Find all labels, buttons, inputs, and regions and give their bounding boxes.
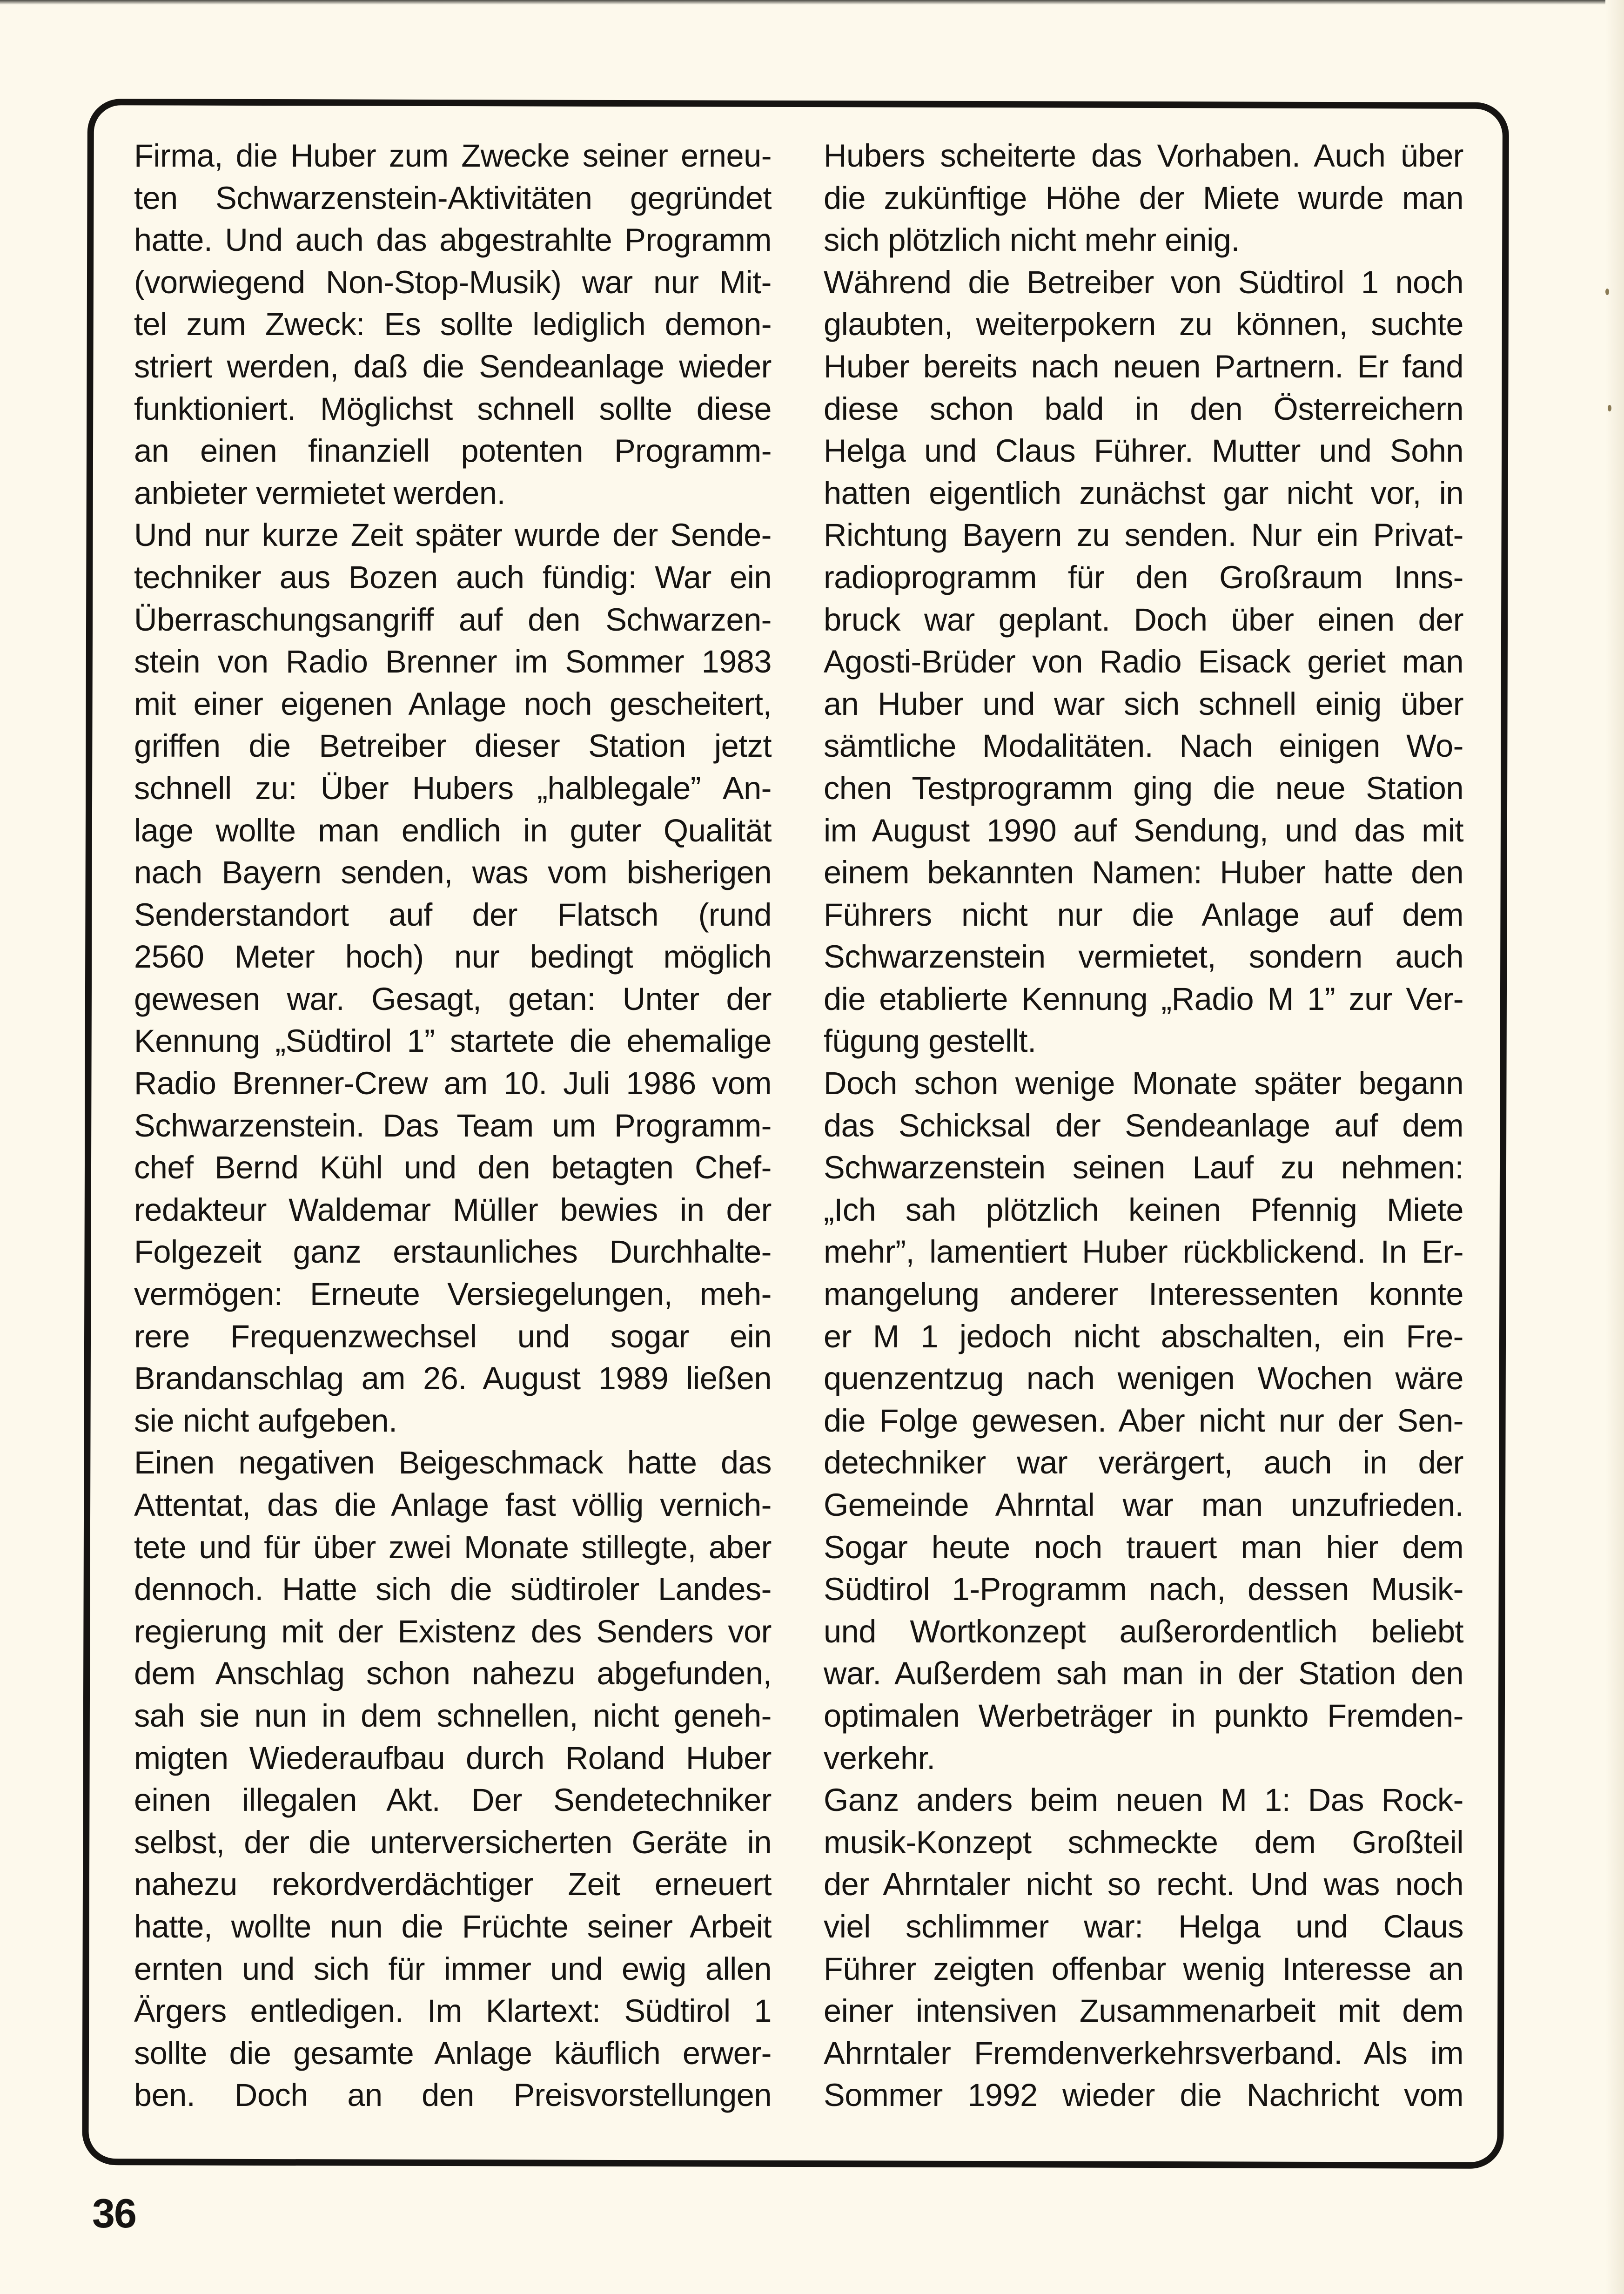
text-line: sah sie nun in dem schnellen, nicht geneh- (134, 1697, 772, 1734)
text-line: Agosti-Brüder von Radio Eisack geriet man (824, 644, 1463, 680)
text-line: quenzentzug nach wenigen Wochen wäre (824, 1360, 1463, 1397)
text-line: einem bekannten Namen: Huber hatte den (824, 854, 1463, 891)
text-line: Gemeinde Ahrntal war man unzufrieden. (824, 1487, 1463, 1523)
text-line: Ganz anders beim neuen M 1: Das Rock- (824, 1782, 1463, 1818)
text-line: Hubers scheiterte das Vorhaben. Auch über (824, 138, 1463, 174)
text-line: Brandanschlag am 26. August 1989 ließen (134, 1360, 772, 1397)
text-line: Schwarzenstein vermietet, sondern auch (824, 939, 1463, 975)
text-line: detechniker war verärgert, auch in der (824, 1445, 1463, 1481)
text-line: rere Frequenzwechsel und sogar ein (134, 1318, 772, 1354)
text-line: nach Bayern senden, was vom bisherigen (134, 854, 772, 891)
text-line: Führers nicht nur die Anlage auf dem (824, 896, 1463, 933)
text-line: nahezu rekordverdächtiger Zeit erneuert (134, 1866, 772, 1903)
text-line: mehr”, lamentiert Huber rückblickend. In Er- (824, 1234, 1463, 1270)
text-line: Folgezeit ganz erstaunliches Durchhalte- (134, 1234, 772, 1270)
text-line: Führer zeigten offenbar wenig Interesse an (824, 1951, 1463, 1987)
text-line: Während die Betreiber von Südtirol 1 noch (824, 264, 1463, 300)
text-line: mangelung anderer Interessenten konnte (824, 1276, 1463, 1312)
text-line: die Folge gewesen. Aber nicht nur der Sen- (824, 1402, 1463, 1439)
text-line: ten Schwarzenstein-Aktivitäten gegründet (134, 180, 772, 216)
text-line: sollte die gesamte Anlage käuflich erwer- (134, 2035, 772, 2071)
text-line: ben. Doch an den Preisvorstellungen (134, 2077, 772, 2113)
text-line: Sogar heute noch trauert man hier dem (824, 1529, 1463, 1565)
text-line: die etablierte Kennung „Radio M 1” zur Ver- (824, 981, 1463, 1017)
text-line: schnell zu: Über Hubers „halblegale” An- (134, 770, 772, 806)
text-line: bruck war geplant. Doch über einen der (824, 601, 1463, 638)
text-line: er M 1 jedoch nicht abschalten, ein Fre- (824, 1318, 1463, 1354)
text-line: gewesen war. Gesagt, getan: Unter der (134, 981, 772, 1017)
text-line: Helga und Claus Führer. Mutter und Sohn (824, 433, 1463, 469)
text-line: vermögen: Erneute Versiegelungen, meh- (134, 1276, 772, 1312)
text-line: Schwarzenstein. Das Team um Programm- (134, 1107, 772, 1144)
text-line: Überraschungsangriff auf den Schwarzen- (134, 601, 772, 638)
text-line: sämtliche Modalitäten. Nach einigen Wo- (824, 728, 1463, 764)
text-line: und Wortkonzept außerordentlich beliebt (824, 1613, 1463, 1649)
text-line: lage wollte man endlich in guter Qualität (134, 812, 772, 848)
text-line: tete und für über zwei Monate stillegte, aber (134, 1529, 772, 1565)
text-line: Firma, die Huber zum Zwecke seiner erneu- (134, 138, 772, 174)
paper-speck (1608, 405, 1611, 411)
text-line: Ärgers entledigen. Im Klartext: Südtirol 1 (134, 1993, 772, 2029)
text-line: migten Wiederaufbau durch Roland Huber (134, 1740, 772, 1776)
text-line: regierung mit der Existenz des Senders vor (134, 1613, 772, 1649)
text-line: verkehr. (824, 1740, 935, 1776)
text-line: chen Testprogramm ging die neue Station (824, 770, 1463, 806)
paper-top-edge (0, 0, 1624, 5)
text-line: Senderstandort auf der Flatsch (rund (134, 896, 772, 933)
text-line: tel zum Zweck: Es sollte lediglich demon- (134, 306, 772, 343)
text-line: an Huber und war sich schnell einig über (824, 686, 1463, 722)
text-line: viel schlimmer war: Helga und Claus (824, 1908, 1463, 1944)
text-line: stein von Radio Brenner im Sommer 1983 (134, 644, 772, 680)
text-line: Ahrntaler Fremdenverkehrsverband. Als im (824, 2035, 1463, 2071)
text-line: Schwarzenstein seinen Lauf zu nehmen: (824, 1150, 1463, 1186)
text-line: ernten und sich für immer und ewig allen (134, 1951, 772, 1987)
text-line: der Ahrntaler nicht so recht. Und was noch (824, 1866, 1463, 1903)
text-line: hatte, wollte nun die Früchte seiner Arbeit (134, 1908, 772, 1944)
paper-right-edge (1605, 0, 1624, 2294)
text-line: dem Anschlag schon nahezu abgefunden, (134, 1655, 772, 1692)
text-line: griffen die Betreiber dieser Station jetzt (134, 728, 772, 764)
text-line: Huber bereits nach neuen Partnern. Er fand (824, 348, 1463, 384)
text-line: an einen finanziell potenten Programm- (134, 433, 772, 469)
text-line: hatte. Und auch das abgestrahlte Programm (134, 222, 772, 258)
text-line: Kennung „Südtirol 1” startete die ehemalige (134, 1023, 772, 1059)
text-line: funktioniert. Möglichst schnell sollte diese (134, 390, 772, 427)
text-line: redakteur Waldemar Müller bewies in der (134, 1191, 772, 1228)
text-line: die zukünftige Höhe der Miete wurde man (824, 180, 1463, 216)
text-line: einen illegalen Akt. Der Sendetechniker (134, 1782, 772, 1818)
text-line: Und nur kurze Zeit später wurde der Sende- (134, 517, 772, 553)
text-line: musik-Konzept schmeckte dem Großteil (824, 1824, 1463, 1860)
text-line: Einen negativen Beigeschmack hatte das (134, 1445, 772, 1481)
text-line: sich plötzlich nicht mehr einig. (824, 222, 1240, 258)
right-text-column (824, 135, 1463, 2117)
text-line: dennoch. Hatte sich die südtiroler Landes- (134, 1571, 772, 1608)
text-line: 2560 Meter hoch) nur bedingt möglich (134, 939, 772, 975)
text-line: mit einer eigenen Anlage noch gescheitert, (134, 686, 772, 722)
text-line: selbst, der die unterversicherten Geräte in (134, 1824, 772, 1860)
text-line: „Ich sah plötzlich keinen Pfennig Miete (824, 1191, 1463, 1228)
text-line: fügung gestellt. (824, 1023, 1036, 1059)
text-line: Südtirol 1-Programm nach, dessen Musik- (824, 1571, 1463, 1608)
text-line: anbieter vermietet werden. (134, 475, 505, 511)
text-line: diese schon bald in den Österreichern (824, 390, 1463, 427)
text-line: war. Außerdem sah man in der Station den (824, 1655, 1463, 1692)
text-line: glaubten, weiterpokern zu können, suchte (824, 306, 1463, 343)
page-number: 36 (92, 2190, 136, 2236)
text-line: Richtung Bayern zu senden. Nur ein Privat- (824, 517, 1463, 553)
text-line: sie nicht aufgeben. (134, 1402, 397, 1439)
text-line: Doch schon wenige Monate später begann (824, 1065, 1463, 1102)
left-text-column (134, 135, 772, 2117)
text-line: hatten eigentlich zunächst gar nicht vor, in (824, 475, 1463, 511)
paper-speck (1605, 289, 1609, 295)
text-line: Radio Brenner-Crew am 10. Juli 1986 vom (134, 1065, 772, 1102)
text-line: im August 1990 auf Sendung, und das mit (824, 812, 1463, 848)
text-line: chef Bernd Kühl und den betagten Chef- (134, 1150, 772, 1186)
text-line: striert werden, daß die Sendeanlage wieder (134, 348, 772, 384)
text-line: radioprogramm für den Großraum Inns- (824, 559, 1463, 595)
text-line: das Schicksal der Sendeanlage auf dem (824, 1107, 1463, 1144)
text-line: optimalen Werbeträger in punkto Fremden- (824, 1697, 1463, 1734)
text-line: Attentat, das die Anlage fast völlig vernich- (134, 1487, 772, 1523)
text-line: (vorwiegend Non-Stop-Musik) war nur Mit- (134, 264, 772, 300)
text-line: einer intensiven Zusammenarbeit mit dem (824, 1993, 1463, 2029)
text-line: techniker aus Bozen auch fündig: War ein (134, 559, 772, 595)
text-line: Sommer 1992 wieder die Nachricht vom (824, 2077, 1463, 2113)
